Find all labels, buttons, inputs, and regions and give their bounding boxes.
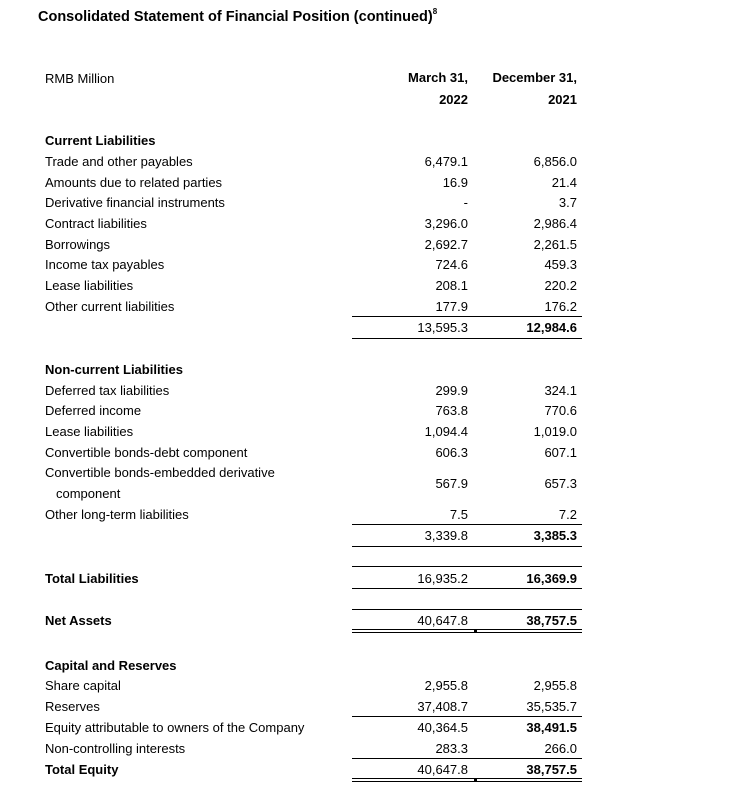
section-heading-current-liabilities: Current Liabilities (45, 133, 156, 148)
total-liabilities-row: Total Liabilities 16,935.2 16,369.9 (45, 571, 577, 586)
footnote-marker: 8 (432, 7, 438, 16)
divider (352, 546, 582, 547)
net-assets-row: Net Assets 40,647.8 38,757.5 (45, 613, 577, 628)
divider-tick (474, 630, 477, 633)
divider (352, 588, 582, 589)
table-row: Other current liabilities 177.9 176.2 (45, 299, 577, 314)
table-row: Convertible bonds-debt component 606.3 607.1 (45, 445, 577, 460)
divider (352, 316, 582, 317)
divider-tick (474, 779, 477, 782)
table-row: Lease liabilities 208.1 220.2 (45, 278, 577, 293)
table-row: Non-controlling interests 283.3 266.0 (45, 741, 577, 756)
table-row: Amounts due to related parties 16.9 21.4 (45, 175, 577, 190)
section-heading-non-current-liabilities: Non-current Liabilities (45, 362, 183, 377)
divider (352, 716, 582, 717)
total-equity-row: Total Equity 40,647.8 38,757.5 (45, 762, 577, 777)
table-row: Reserves 37,408.7 35,535.7 (45, 699, 577, 714)
table-row: Equity attributable to owners of the Company 40,364.5 38,491.5 (45, 720, 577, 735)
divider (352, 566, 582, 567)
double-underline (352, 778, 582, 782)
table-row: Deferred income 763.8 770.6 (45, 403, 577, 418)
subtotal-row-current-liabilities: 13,595.3 12,984.6 (417, 320, 577, 335)
table-row: Convertible bonds-embedded derivative (45, 465, 275, 480)
table-row: Derivative financial instruments - 3.7 (45, 195, 577, 210)
table-row: Trade and other payables 6,479.1 6,856.0 (45, 154, 577, 169)
double-underline (352, 629, 582, 633)
page-title: Consolidated Statement of Financial Position (continued)$^8$ (38, 7, 438, 25)
unit-label: RMB Million (45, 71, 115, 86)
subtotal-row-non-current-liabilities: 3,339.8 3,385.3 (424, 528, 577, 543)
divider (352, 338, 582, 339)
table-row: Borrowings 2,692.7 2,261.5 (45, 237, 577, 252)
table-row-values: 567.9 657.3 (435, 476, 577, 491)
table-row-continuation: component (56, 486, 121, 501)
table-row: Contract liabilities 3,296.0 2,986.4 (45, 216, 577, 231)
table-row: Lease liabilities 1,094.4 1,019.0 (45, 424, 577, 439)
divider (352, 609, 582, 610)
divider (352, 758, 582, 759)
table-row: Deferred tax liabilities 299.9 324.1 (45, 383, 577, 398)
column-header-dec2021: December 31, 2021 (492, 70, 577, 107)
column-header-mar2022: March 31, 2022 (408, 70, 468, 107)
divider (352, 524, 582, 525)
section-heading-capital-and-reserves: Capital and Reserves (45, 658, 177, 673)
table-row: Other long-term liabilities 7.5 7.2 (45, 507, 577, 522)
table-row: Share capital 2,955.8 2,955.8 (45, 678, 577, 693)
table-row: Income tax payables 724.6 459.3 (45, 257, 577, 272)
